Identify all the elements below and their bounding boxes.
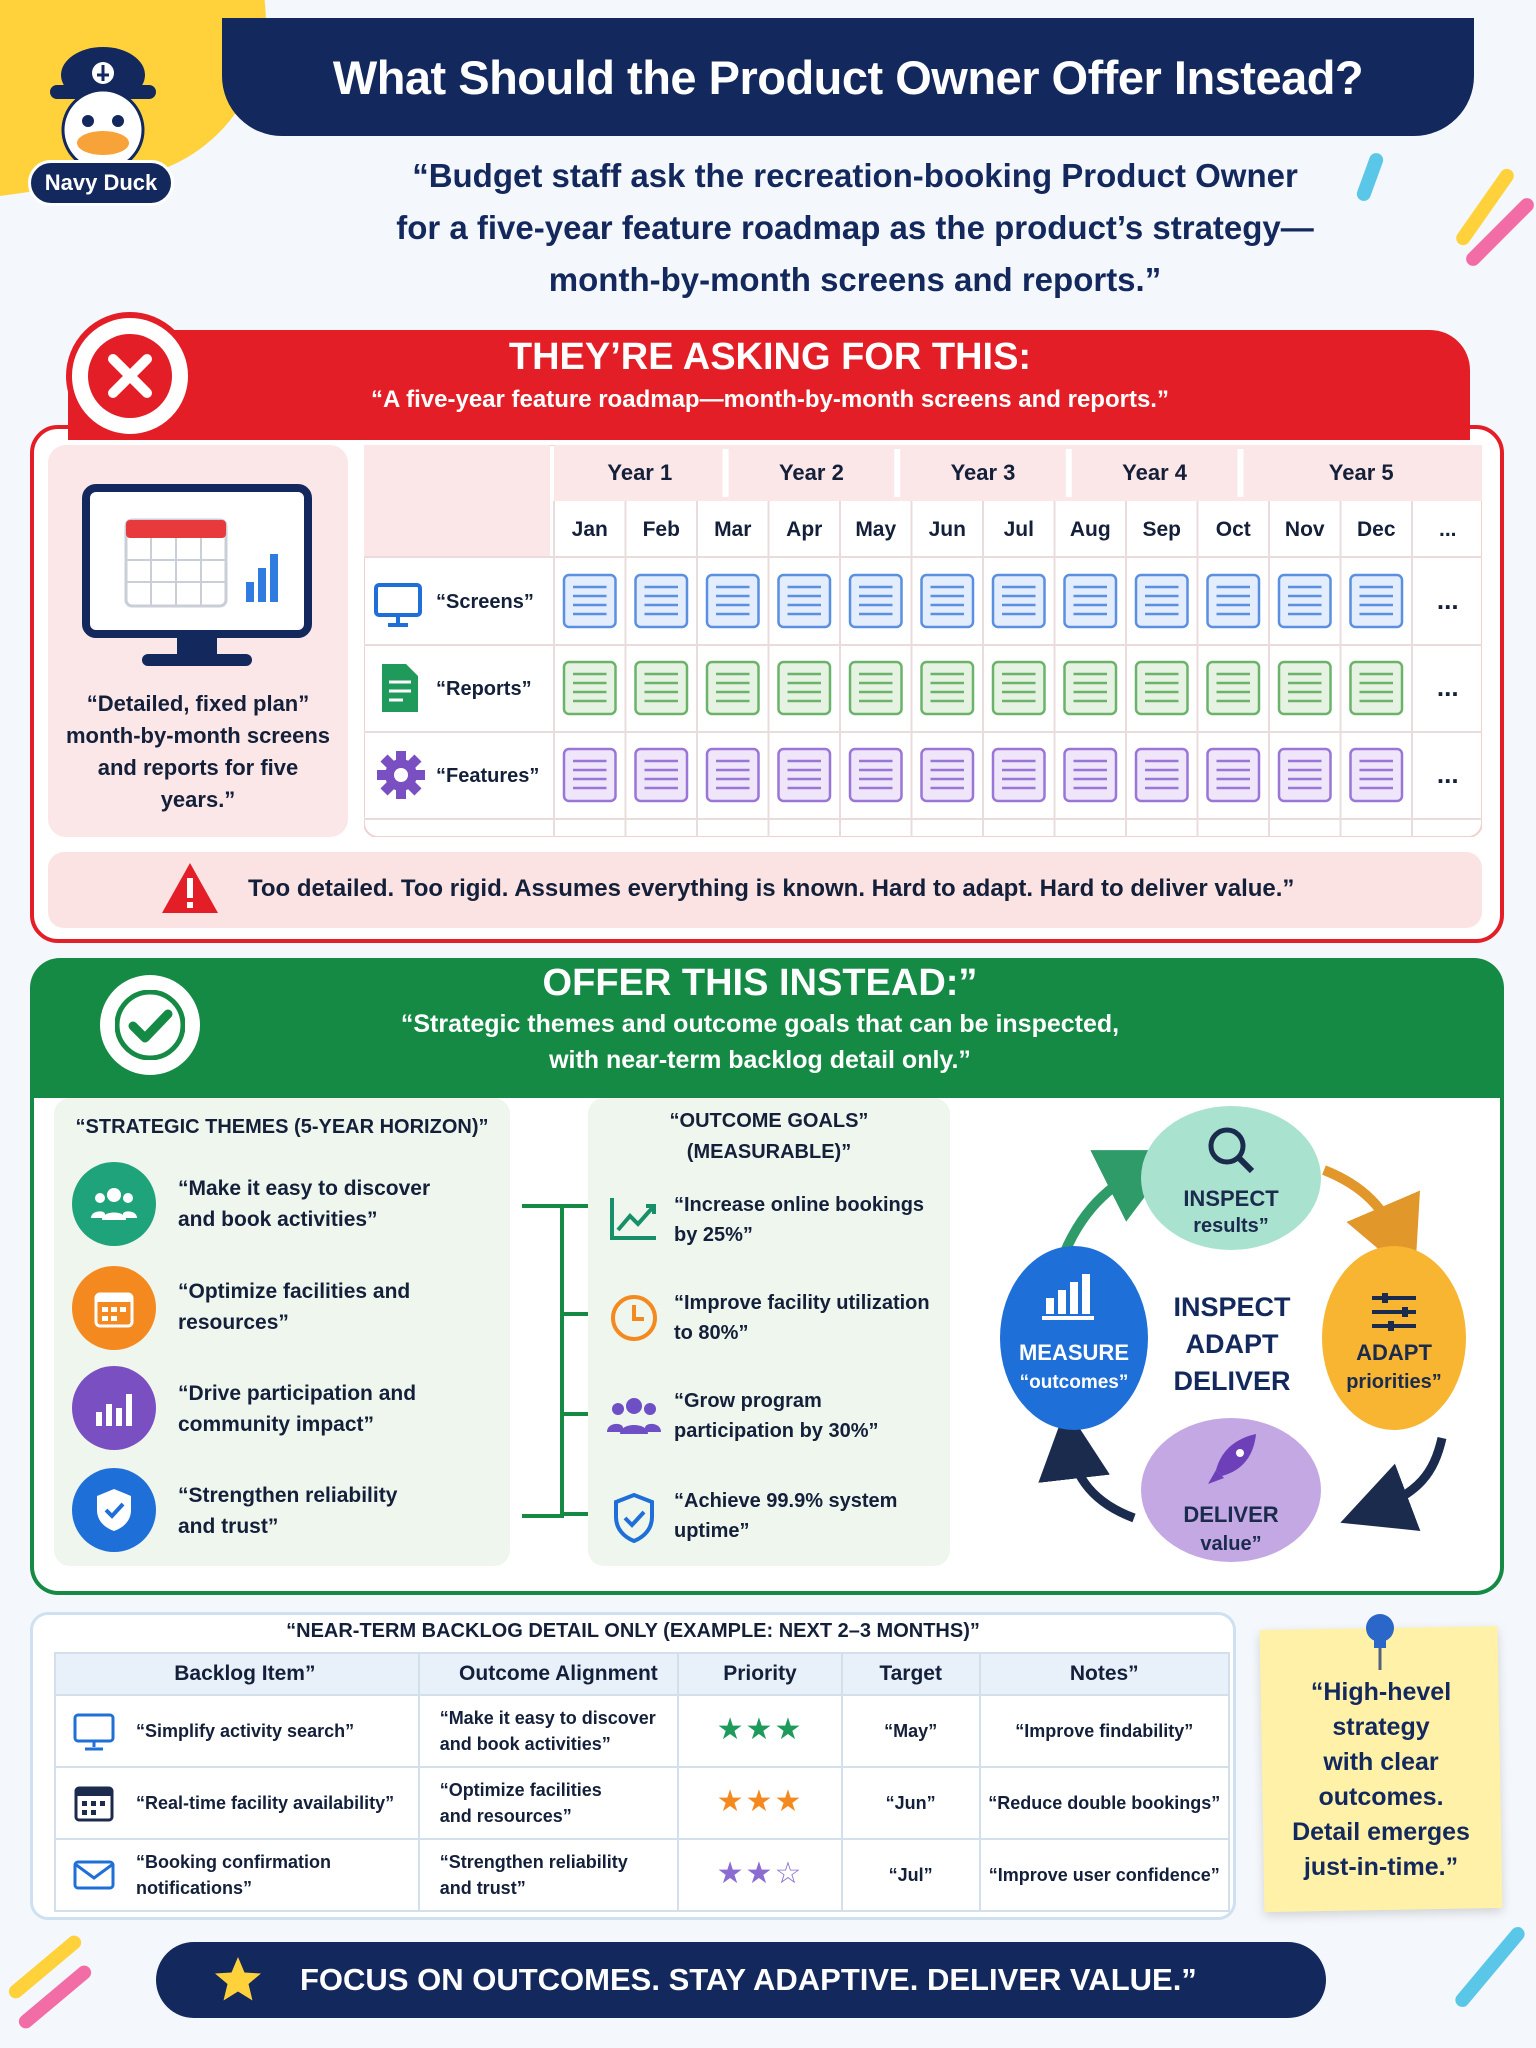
asking-title: THEY’RE ASKING FOR THIS: xyxy=(508,336,1032,378)
offer-subtitle-line: with near-term backlog detail only.” xyxy=(549,1046,971,1074)
month-header: Aug xyxy=(1069,518,1111,541)
month-header: May xyxy=(855,518,897,541)
theme-line: community impact” xyxy=(178,1413,375,1436)
plan-cell xyxy=(564,749,616,801)
goal-text xyxy=(674,1190,944,1250)
plan-cell xyxy=(1065,575,1117,627)
plan-cell xyxy=(1279,575,1331,627)
theme-text xyxy=(178,1173,498,1235)
adapt-label: ADAPT xyxy=(1356,1340,1432,1365)
quote-line: for a five-year feature roadmap as the product’s strategy— xyxy=(396,209,1314,246)
month-header: ... xyxy=(1438,518,1457,541)
backlog-table xyxy=(54,1652,1230,1912)
backlog-item-cell xyxy=(55,1767,419,1839)
goal-line: participation by 30%” xyxy=(674,1420,879,1442)
column-header: Notes” xyxy=(980,1653,1229,1695)
adapt-sub: priorities” xyxy=(1346,1371,1442,1393)
check-icon xyxy=(100,975,200,1075)
plan-cell xyxy=(850,749,902,801)
priority-stars xyxy=(717,1857,804,1890)
backlog-item: “Simplify activity search” xyxy=(136,1721,355,1741)
year-header: Year 1 xyxy=(607,460,673,485)
plan-cell xyxy=(850,575,902,627)
cycle-center-line: ADAPT xyxy=(1185,1329,1279,1359)
priority-cell xyxy=(678,1839,842,1911)
footer-text: FOCUS ON OUTCOMES. STAY ADAPTIVE. DELIVER VALUE.” xyxy=(300,1962,1197,1997)
alignment-line: and trust” xyxy=(439,1878,526,1898)
table-row xyxy=(55,1695,1229,1767)
header-banner xyxy=(222,18,1474,136)
plan-cell xyxy=(1351,575,1403,627)
month-header: Jun xyxy=(928,518,966,541)
bar-chart-icon xyxy=(72,1366,156,1450)
note-line: with clear xyxy=(1323,1748,1439,1776)
plan-cell xyxy=(1351,662,1403,714)
goal-line: uptime” xyxy=(674,1520,750,1542)
goal-text xyxy=(674,1288,944,1348)
fixed-plan-caption: “Detailed, fixed plan” month-by-month screens and reports for five years.” xyxy=(65,691,331,812)
column-header: Outcome Alignment xyxy=(419,1653,678,1695)
month-header: Nov xyxy=(1284,518,1325,541)
gear-icon xyxy=(377,751,425,799)
goals-title xyxy=(588,1106,950,1168)
plan-cell xyxy=(1136,575,1188,627)
goal-line: “Improve facility utilization xyxy=(674,1292,930,1314)
target-cell: “Jun” xyxy=(842,1767,980,1839)
theme-line: and book activities” xyxy=(178,1208,378,1231)
x-icon xyxy=(66,312,194,440)
plan-cell xyxy=(993,749,1045,801)
theme-line: resources” xyxy=(178,1311,289,1334)
note-line: just-in-time.” xyxy=(1303,1853,1459,1881)
alignment-cell xyxy=(419,1839,678,1911)
measure-node xyxy=(1000,1246,1148,1430)
theme-line: “Optimize facilities and xyxy=(178,1280,411,1303)
alignment-line: and book activities” xyxy=(439,1734,611,1754)
goal-text xyxy=(674,1486,944,1546)
target-cell: “Jul” xyxy=(842,1839,980,1911)
plan-cell xyxy=(922,749,974,801)
backlog-title: “NEAR-TERM BACKLOG DETAIL ONLY (EXAMPLE: NEXT 2–3 MONTHS)” xyxy=(286,1620,980,1642)
alignment-line: and resources” xyxy=(439,1806,572,1826)
goals-title-line: “OUTCOME GOALS” xyxy=(669,1110,869,1132)
priority-cell xyxy=(678,1767,842,1839)
plan-cell xyxy=(1136,662,1188,714)
theme-line: and trust” xyxy=(178,1515,279,1538)
page-title: What Should the Product Owner Offer Instead? xyxy=(332,50,1364,104)
plan-cell xyxy=(993,662,1045,714)
pushpin-icon xyxy=(1358,1612,1402,1672)
notes-cell: “Reduce double bookings” xyxy=(980,1767,1229,1839)
plan-cell xyxy=(707,575,759,627)
table-row xyxy=(55,1839,1229,1911)
month-header: Dec xyxy=(1356,518,1396,541)
month-header: Apr xyxy=(786,518,823,541)
month-header: Mar xyxy=(714,518,752,541)
alignment-line: “Optimize facilities xyxy=(439,1780,602,1800)
month-header: Jul xyxy=(1003,518,1034,541)
column-header: Backlog Item” xyxy=(55,1653,419,1695)
roadmap-grid xyxy=(364,445,1482,837)
trend-icon xyxy=(604,1188,664,1248)
quote-line: month-by-month screens and reports.” xyxy=(548,261,1162,298)
star-filled-icon: ★ xyxy=(774,1784,804,1818)
plan-cell xyxy=(1208,662,1260,714)
footer-banner xyxy=(156,1942,1326,2018)
goal-line: by 25%” xyxy=(674,1224,753,1246)
warning-icon xyxy=(160,860,220,916)
month-header: Feb xyxy=(642,518,680,541)
calendar-icon xyxy=(72,1781,116,1825)
theme-text xyxy=(178,1480,498,1542)
theme-text xyxy=(178,1276,498,1338)
logo-label: Navy Duck xyxy=(28,160,174,206)
star-filled-icon: ★ xyxy=(716,1784,746,1818)
people-icon xyxy=(72,1162,156,1246)
alignment-cell xyxy=(419,1767,678,1839)
column-header: Target xyxy=(842,1653,980,1695)
cycle-center-line: INSPECT xyxy=(1173,1292,1291,1322)
calendar-icon xyxy=(72,1266,156,1350)
plan-cell xyxy=(707,749,759,801)
star-icon xyxy=(212,1954,264,2006)
measure-sub: “outcomes” xyxy=(1019,1372,1129,1393)
plan-cell xyxy=(636,749,688,801)
monitor-icon xyxy=(72,1709,116,1753)
row-label: “Features” xyxy=(436,765,540,787)
backlog-item-cell xyxy=(55,1695,419,1767)
offer-title: OFFER THIS INSTEAD:” xyxy=(542,962,978,1004)
backlog-item-cell xyxy=(55,1839,419,1911)
theme-text xyxy=(178,1378,498,1440)
theme-line: “Drive participation and xyxy=(178,1382,417,1405)
star-filled-icon: ★ xyxy=(745,1712,775,1746)
inspect-adapt-cycle xyxy=(994,1098,1480,1568)
measure-label: MEASURE xyxy=(1018,1340,1130,1365)
alignment-line: “Make it easy to discover xyxy=(439,1708,656,1728)
target-cell: “May” xyxy=(842,1695,980,1767)
star-filled-icon: ★ xyxy=(716,1712,746,1746)
column-header: Priority xyxy=(678,1653,842,1695)
star-filled-icon: ★ xyxy=(716,1856,746,1890)
year-header: Year 5 xyxy=(1328,460,1394,485)
goal-line: to 80%” xyxy=(674,1322,749,1344)
year-header: Year 4 xyxy=(1122,460,1188,485)
sticky-note-text xyxy=(1262,1675,1500,1885)
goal-line: “Achieve 99.9% system xyxy=(674,1490,898,1512)
themes-title: “STRATEGIC THEMES (5-YEAR HORIZON)” xyxy=(75,1116,489,1138)
plan-cell xyxy=(636,575,688,627)
note-line: outcomes. xyxy=(1318,1783,1444,1811)
plan-cell xyxy=(779,662,831,714)
asking-subtitle: “A five-year feature roadmap—month-by-month screens and reports.” xyxy=(371,386,1169,413)
plan-cell xyxy=(1279,662,1331,714)
priority-stars xyxy=(717,1713,804,1746)
table-row xyxy=(55,1767,1229,1839)
backlog-item: “Booking confirmation notifications” xyxy=(136,1852,331,1898)
plan-cell xyxy=(922,575,974,627)
inspect-label: INSPECT xyxy=(1183,1186,1279,1211)
theme-line: “Strengthen reliability xyxy=(178,1484,398,1507)
plan-cell xyxy=(1065,662,1117,714)
priority-stars xyxy=(717,1785,804,1818)
plan-cell xyxy=(707,662,759,714)
group-icon xyxy=(604,1386,664,1446)
note-line: strategy xyxy=(1332,1713,1430,1741)
mail-icon xyxy=(72,1853,116,1897)
inspect-sub: results” xyxy=(1193,1215,1269,1237)
theme-goal-bracket xyxy=(520,1196,590,1526)
goal-line: “Increase online bookings xyxy=(674,1194,925,1216)
backlog-item: “Real-time facility availability” xyxy=(136,1793,395,1813)
plan-cell xyxy=(564,662,616,714)
plan-cell xyxy=(1208,749,1260,801)
warning-text: Too detailed. Too rigid. Assumes everything is known. Hard to adapt. Hard to deliver value.” xyxy=(248,875,1295,902)
plan-cell xyxy=(1351,749,1403,801)
notes-cell: “Improve user confidence” xyxy=(980,1839,1229,1911)
cycle-center-line: DELIVER xyxy=(1173,1366,1291,1396)
plan-cell xyxy=(636,662,688,714)
alignment-line: “Strengthen reliability xyxy=(439,1852,628,1872)
scenario-quote xyxy=(240,150,1470,306)
report-icon xyxy=(382,664,418,712)
offer-subtitle xyxy=(230,1006,1290,1078)
plan-cell xyxy=(1065,749,1117,801)
star-filled-icon: ★ xyxy=(774,1712,804,1746)
plan-cell xyxy=(779,575,831,627)
clock-icon xyxy=(604,1288,664,1348)
deliver-sub: value” xyxy=(1200,1533,1262,1555)
plan-cell xyxy=(993,575,1045,627)
confetti-decoration xyxy=(1452,1924,1527,2010)
plan-cell xyxy=(1136,749,1188,801)
shield-icon xyxy=(72,1468,156,1552)
month-header: Oct xyxy=(1215,518,1251,541)
plan-cell xyxy=(1208,575,1260,627)
goal-text xyxy=(674,1386,944,1446)
note-line: “High-hevel xyxy=(1310,1678,1452,1706)
star-empty-icon: ☆ xyxy=(774,1856,804,1890)
notes-cell: “Improve findability” xyxy=(980,1695,1229,1767)
plan-cell xyxy=(850,662,902,714)
goals-title-line: (MEASURABLE)” xyxy=(686,1141,852,1163)
offer-subtitle-line: “Strategic themes and outcome goals that can be inspected, xyxy=(400,1010,1120,1038)
year-header: Year 2 xyxy=(778,460,844,485)
plan-cell xyxy=(564,575,616,627)
table-header-row xyxy=(55,1653,1229,1695)
star-filled-icon: ★ xyxy=(745,1856,775,1890)
row-label: “Reports” xyxy=(436,678,532,700)
monitor-calendar-icon xyxy=(82,484,312,674)
plan-cell xyxy=(1279,749,1331,801)
ellipsis: ... xyxy=(1436,759,1459,789)
goal-line: “Grow program xyxy=(674,1390,822,1412)
adapt-node xyxy=(1322,1246,1466,1430)
ellipsis: ... xyxy=(1436,672,1459,702)
quote-line: “Budget staff ask the recreation-booking Product Owner xyxy=(412,157,1298,194)
priority-cell xyxy=(678,1695,842,1767)
plan-cell xyxy=(922,662,974,714)
deliver-label: DELIVER xyxy=(1183,1502,1279,1527)
star-filled-icon: ★ xyxy=(745,1784,775,1818)
ellipsis: ... xyxy=(1436,585,1459,615)
theme-line: “Make it easy to discover xyxy=(178,1177,431,1200)
plan-cell xyxy=(779,749,831,801)
alignment-cell xyxy=(419,1695,678,1767)
month-header: Jan xyxy=(571,518,608,541)
row-label: “Screens” xyxy=(436,591,534,613)
shield-check-icon xyxy=(604,1488,664,1548)
year-header: Year 3 xyxy=(950,460,1016,485)
month-header: Sep xyxy=(1142,518,1182,541)
note-line: Detail emerges xyxy=(1292,1818,1470,1846)
